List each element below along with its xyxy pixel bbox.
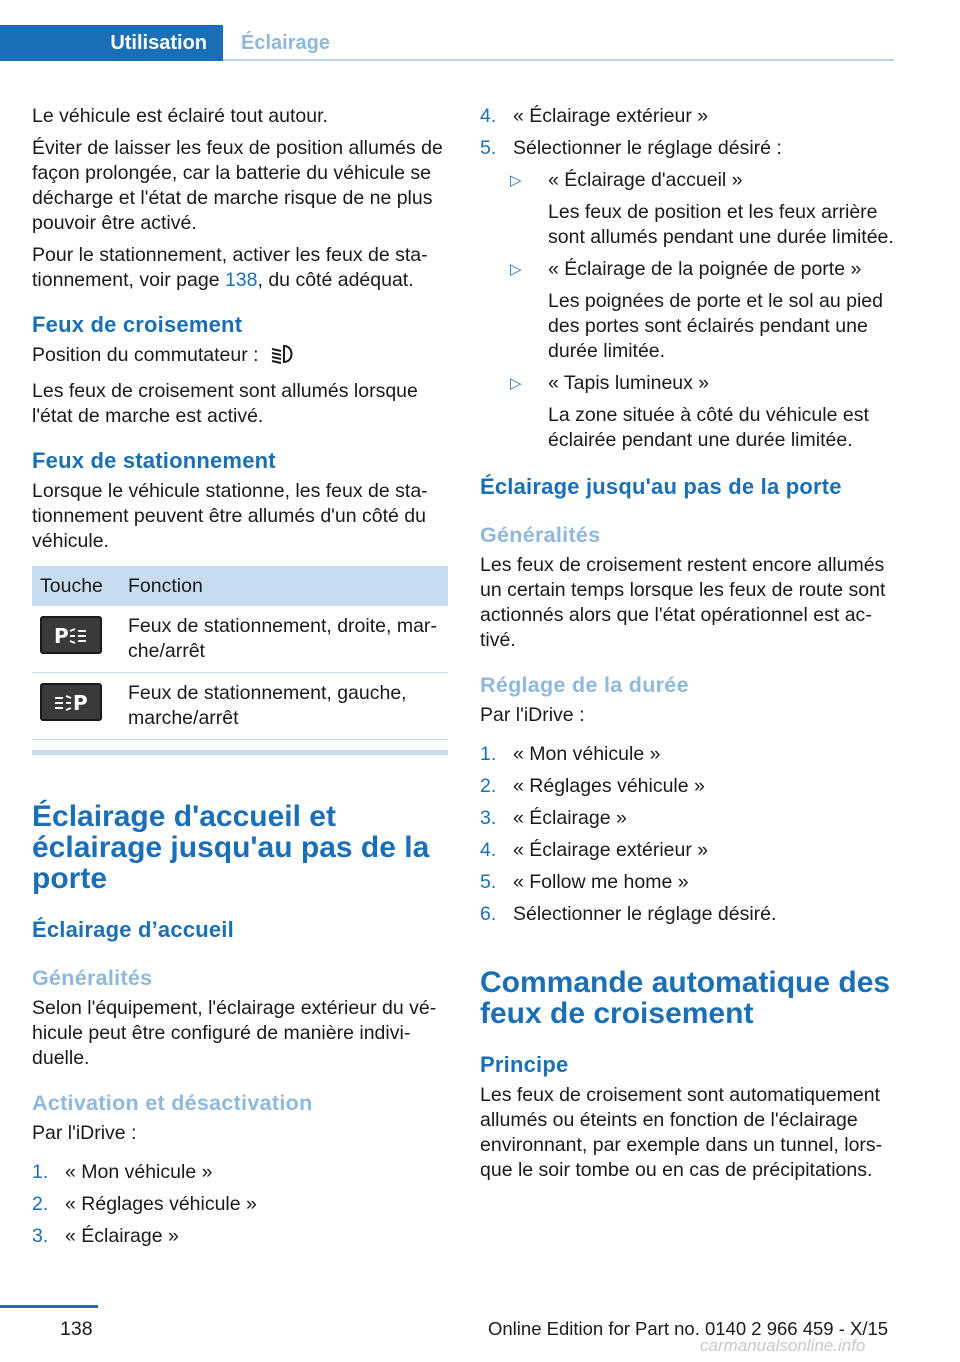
triangle-bullet-icon: ▷ [510,375,522,392]
idrive-steps-list [32,1160,448,1249]
paragraph-text: , du côté adéquat. [257,269,414,291]
paragraph: Les feux de croisement sont automatiquement allumés ou éteints en fonction de l'éclairage environnant, par exemple dans un tunnel, lorsque le soir tombe ou en cas de précipitations. [480,1084,883,1181]
header-rule [223,59,894,61]
low-beam-icon [270,343,296,372]
duration-steps-list [480,742,896,927]
footer-rule [0,1305,98,1308]
option-description: Les feux de position et les feux arrière sont allumés pendant une durée limitée. [548,201,894,248]
heading-activation: Activation et désactivation [32,1091,313,1115]
paragraph: Le véhicule est éclairé tout autour. [32,105,328,127]
list-item [480,742,896,767]
list-number: 6. [480,903,497,925]
svg-text:P: P [73,691,88,715]
table-header-touche: Touche [32,566,120,606]
paragraph: Les feux de croisement sont allumés lorsque l'état de marche est activé. [32,380,418,427]
parking-light-table [32,566,448,740]
section-tab-eclairage: Éclairage [241,31,330,54]
table-cell-key [32,673,120,740]
list-item [480,838,896,863]
list-text: « Éclairage extérieur » [513,105,709,127]
page-number: 138 [60,1318,93,1340]
heading-generalites: Généralités [480,523,601,547]
list-number: 1. [32,1161,49,1183]
heading-principe: Principe [480,1052,569,1077]
list-item [480,371,896,453]
heading-commande-automatique: Commande automatique des feux de croisement [480,966,891,1030]
triangle-bullet-icon: ▷ [510,261,522,278]
option-title: « Éclairage d'accueil » [548,169,743,191]
heading-feux-de-croisement: Feux de croisement [32,312,243,337]
list-item [480,136,896,161]
paragraph [32,343,448,372]
list-item [480,806,896,831]
list-item [480,104,896,129]
table-header-fonction: Fonction [120,566,448,606]
heading-eclairage-accueil-pas-porte: Éclairage d'accueil et éclairage jusqu'au pas de la porte [32,800,430,895]
list-text: Sélectionner le réglage désiré. [513,903,777,925]
list-number: 2. [480,775,497,797]
edition-note: Online Edition for Part no. 0140 2 966 459 - X/15 [488,1318,889,1339]
heading-eclairage-pas-porte: Éclairage jusqu'au pas de la porte [480,474,842,499]
table-cell-key [32,606,120,673]
table-row [32,673,448,740]
list-text: « Réglages véhicule » [65,1193,257,1215]
heading-eclairage-accueil: Éclairage d’accueil [32,917,234,942]
parking-light-left-icon [40,683,102,721]
paragraph: Par l'iDrive : [480,704,585,726]
list-item [480,902,896,927]
list-item [32,1160,448,1185]
list-number: 4. [480,105,497,127]
list-number: 3. [480,807,497,829]
left-column [32,100,448,1256]
idrive-steps-continued [480,104,896,161]
svg-text:P: P [54,624,69,648]
list-item [480,257,896,364]
list-number: 4. [480,839,497,861]
list-text: « Éclairage extérieur » [513,839,709,861]
list-number: 1. [480,743,497,765]
page-reference-link[interactable]: 138 [224,269,258,291]
table-cell-function: Feux de stationnement, droite, marche/arrêt [120,606,448,673]
list-item [480,168,896,250]
list-item [32,1224,448,1249]
triangle-bullet-icon: ▷ [510,172,522,189]
list-number: 3. [32,1225,49,1247]
list-text: « Réglages véhicule » [513,775,705,797]
list-number: 5. [480,871,497,893]
section-tab-utilisation: Utilisation [0,25,223,61]
watermark: carmanualsonline.info [700,1336,866,1355]
option-description: La zone située à côté du véhicule est éclairée pendant une durée limitée. [548,404,869,451]
list-text: Sélectionner le réglage désiré : [513,137,782,159]
list-item [480,774,896,799]
right-column [480,100,896,1183]
list-item [480,870,896,895]
list-number: 2. [32,1193,49,1215]
list-text: « Mon véhicule » [513,743,661,765]
heading-feux-de-stationnement: Feux de stationnement [32,448,276,473]
table-end-rule [32,750,448,755]
paragraph: Lorsque le véhicule stationne, les feux de stationnement peuvent être allumés d'un côté du véhicule. [32,480,428,552]
heading-reglage-duree: Réglage de la durée [480,673,689,697]
list-text: « Éclairage » [65,1225,179,1247]
option-description: Les poignées de porte et le sol au pied des portes sont éclairés pendant une durée limitée. [548,290,883,362]
option-title: « Éclairage de la poignée de porte » [548,258,862,280]
list-text: « Éclairage » [513,807,627,829]
page-header [0,25,894,61]
list-number: 5. [480,137,497,159]
paragraph: Éviter de laisser les feux de position allumés de façon prolongée, car la batterie du véhicule se décharge et l'état de marche risque de ne plus pouvoir être activé. [32,137,443,234]
parking-light-right-icon [40,616,102,654]
paragraph: Selon l'équipement, l'éclairage extérieur du véhicule peut être configuré de manière individuelle. [32,997,437,1069]
table-cell-function: Feux de stationnement, gauche, marche/arrêt [120,673,448,740]
paragraph-text: Pour le stationnement, activer les feux de stationnement, voir page [32,244,428,291]
paragraph: Les feux de croisement restent encore allumés un certain temps lorsque les feux de route sont actionnés alors que l'état opérationnel est activé. [480,554,886,651]
list-text: « Mon véhicule » [65,1161,213,1183]
paragraph: Par l'iDrive : [32,1122,137,1144]
heading-generalites: Généralités [32,966,153,990]
paragraph [32,243,448,293]
list-text: « Follow me home » [513,871,689,893]
option-title: « Tapis lumineux » [548,372,710,394]
switch-position-label: Position du commutateur : [32,344,259,366]
setting-options-list [480,168,896,453]
table-row [32,606,448,673]
list-item [32,1192,448,1217]
